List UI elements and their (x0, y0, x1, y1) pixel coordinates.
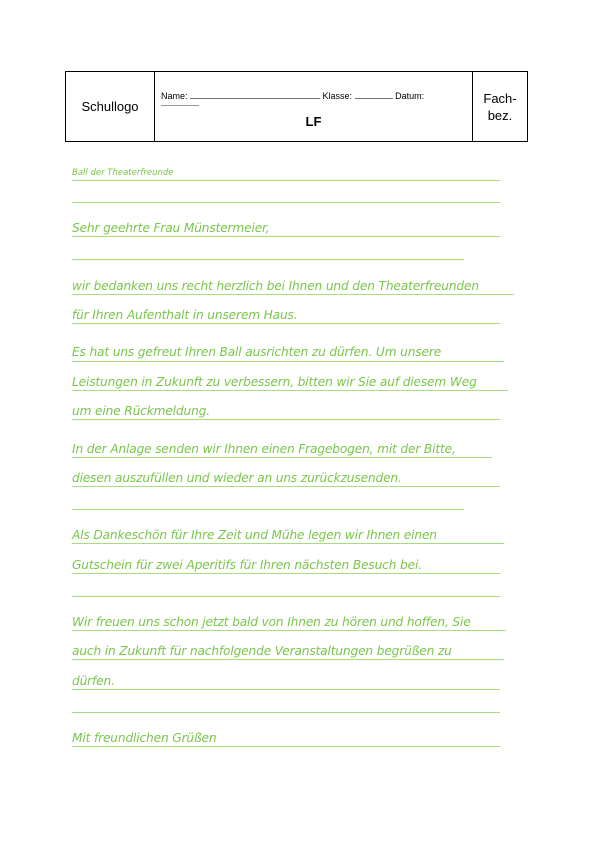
writing-line (72, 596, 500, 597)
name-blank (190, 91, 320, 99)
writing-line (72, 573, 500, 574)
letter-line: Leistungen in Zukunft zu verbessern, bitten wir Sie auf diesem Weg (72, 375, 477, 389)
writing-line (72, 390, 508, 391)
doc-type-label: LF (305, 114, 322, 129)
writing-line (72, 486, 500, 487)
date-label: Datum: (395, 91, 425, 101)
letter-salutation: Sehr geehrte Frau Münstermeier, (72, 221, 270, 235)
letter-line: für Ihren Aufenthalt in unserem Haus. (72, 308, 298, 322)
writing-line (72, 294, 514, 295)
subject-cell (473, 72, 527, 141)
writing-line (72, 259, 464, 260)
writing-line (72, 202, 500, 203)
student-info-cell (155, 72, 473, 141)
letter-line: Gutschein für zwei Aperitifs für Ihren nächsten Besuch bei. (72, 558, 422, 572)
letter-line: Als Dankeschön für Ihre Zeit und Mühe legen wir Ihnen einen (72, 528, 437, 542)
subject-label: Fach-bez. (483, 90, 517, 123)
letter-line: um eine Rückmeldung. (72, 404, 210, 418)
writing-line (72, 457, 492, 458)
writing-line (72, 746, 500, 747)
letter-closing: Mit freundlichen Grüßen (72, 731, 217, 745)
school-logo-cell (66, 72, 155, 141)
writing-line (72, 323, 500, 324)
name-label: Name: (161, 91, 188, 101)
writing-line (72, 712, 500, 713)
letter-line: wir bedanken uns recht herzlich bei Ihnen und den Theaterfreunden (72, 279, 479, 293)
letter-line: Es hat uns gefreut Ihren Ball ausrichten zu dürfen. Um unsere (72, 345, 442, 359)
writing-line (72, 509, 464, 510)
letter-line: In der Anlage senden wir Ihnen einen Fragebogen, mit der Bitte, (72, 442, 456, 456)
letter-subject: Ball der Theaterfreunde (72, 168, 174, 178)
class-label: Klasse: (322, 91, 353, 101)
writing-line (72, 180, 500, 181)
class-blank (355, 91, 393, 99)
writing-line (72, 419, 500, 420)
writing-line (72, 630, 506, 631)
writing-line (72, 689, 500, 690)
writing-line (72, 659, 504, 660)
writing-line (72, 236, 500, 237)
letter-line: dürfen. (72, 674, 115, 688)
writing-line (72, 361, 504, 362)
worksheet-header (65, 71, 528, 142)
writing-line (72, 543, 504, 544)
letter-line: auch in Zukunft für nachfolgende Veranstaltungen begrüßen zu (72, 644, 452, 658)
letter-line: Wir freuen uns schon jetzt bald von Ihnen zu hören und hoffen, Sie (72, 615, 471, 629)
date-blank (161, 105, 199, 106)
school-logo-placeholder: Schullogo (81, 99, 139, 114)
letter-line: diesen auszufüllen und wieder an uns zurückzusenden. (72, 471, 402, 485)
student-info-line (161, 91, 424, 101)
